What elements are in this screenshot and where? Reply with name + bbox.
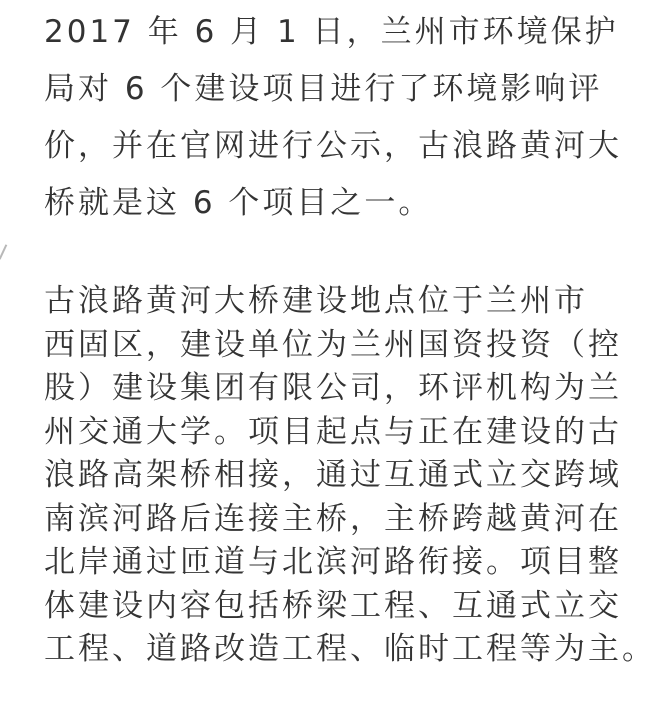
text-line: 西固区，建设单位为兰州国资投资（控 bbox=[44, 326, 622, 363]
text-line: 浪路高架桥相接，通过互通式立交跨域 bbox=[44, 457, 622, 493]
paragraph-project-details bbox=[44, 280, 656, 672]
text-line: 州交通大学。项目起点与正在建设的古 bbox=[44, 413, 622, 450]
text-line: 北岸通过匝道与北滨河路衔接。项目整 bbox=[44, 544, 622, 580]
text-line: 桥就是这 6 个项目之一。 bbox=[44, 185, 433, 221]
text-line: 2017 年 6 月 1 日，兰州市环境保护 bbox=[44, 14, 619, 50]
text-line: 局对 6 个建设项目进行了环境影响评 bbox=[44, 71, 603, 107]
edge-artifact bbox=[0, 244, 7, 259]
text-line: 股）建设集团有限公司，环评机构为兰 bbox=[44, 370, 622, 406]
text-line: 古浪路黄河大桥建设地点位于兰州市 bbox=[44, 283, 588, 319]
text-line: 价，并在官网进行公示，古浪路黄河大 bbox=[44, 128, 622, 164]
text-line: 工程、道路改造工程、临时工程等为主。 bbox=[44, 631, 656, 667]
text-line: 南滨河路后连接主桥，主桥跨越黄河在 bbox=[44, 500, 622, 537]
paragraph-announcement bbox=[44, 4, 644, 232]
text-line: 体建设内容包括桥梁工程、互通式立交 bbox=[44, 587, 622, 624]
